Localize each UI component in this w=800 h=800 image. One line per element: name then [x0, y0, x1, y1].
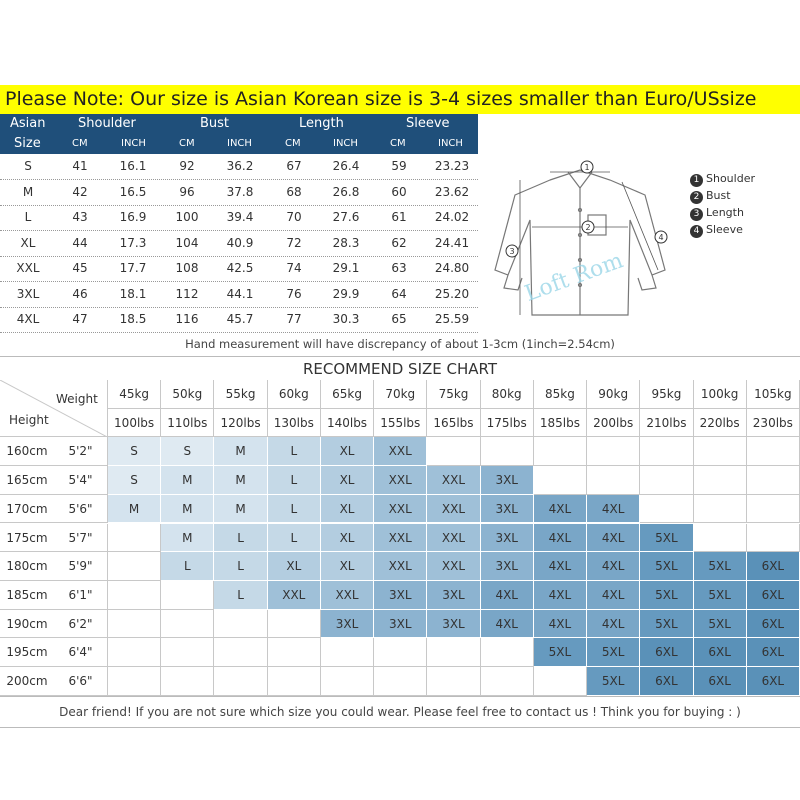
recommend-cell: S	[161, 437, 214, 466]
recommend-cell	[321, 667, 374, 696]
size-cell: 16.1	[119, 159, 147, 173]
size-cell: S	[24, 159, 32, 173]
size-row	[0, 282, 478, 307]
size-cell: 27.6	[332, 210, 360, 224]
height-ft-cell: 6'1"	[54, 581, 108, 610]
size-row	[0, 180, 478, 205]
recommend-cell	[587, 466, 640, 495]
recommend-cell	[587, 437, 640, 466]
recommend-cell: XL	[268, 552, 321, 581]
weight-label: Weight	[56, 392, 98, 406]
size-cell: 36.2	[226, 159, 254, 173]
recommend-cell: 6XL	[747, 581, 800, 610]
weight-lbs-header: 155lbs	[374, 409, 427, 438]
size-cell: 104	[175, 235, 199, 250]
corner-diagonal	[0, 380, 108, 437]
size-row	[0, 307, 478, 332]
height-cm-cell: 160cm	[0, 437, 54, 466]
length-cm-header: CM	[285, 138, 301, 149]
recommend-cell	[427, 437, 480, 466]
legend-label: Bust	[706, 189, 731, 202]
sleeve-header: Sleeve	[406, 116, 450, 131]
recommend-cell: 5XL	[587, 638, 640, 667]
size-cell: 3XL	[16, 286, 40, 301]
recommend-cell	[427, 667, 480, 696]
recommend-cell: 3XL	[321, 610, 374, 639]
weight-kg-header: 65kg	[321, 380, 374, 409]
recommend-cell: 4XL	[587, 552, 640, 581]
recommend-cell: 3XL	[481, 552, 534, 581]
weight-lbs-header: 100lbs	[108, 409, 161, 438]
recommend-cell: 3XL	[374, 610, 427, 639]
recommend-cell	[534, 667, 587, 696]
size-cell: L	[24, 210, 32, 224]
recommend-cell: XL	[321, 466, 374, 495]
legend-label: Shoulder	[706, 172, 755, 185]
recommend-cell: 4XL	[534, 552, 587, 581]
size-cell: 77	[286, 312, 302, 326]
size-cell: 42.5	[226, 261, 254, 275]
height-ft-cell: 5'2"	[54, 437, 108, 466]
recommend-cell: 5XL	[640, 524, 693, 553]
recommend-cell: 5XL	[694, 581, 747, 610]
size-cell: 108	[175, 261, 199, 275]
recommend-cell: XXL	[374, 495, 427, 524]
recommend-cell: 6XL	[747, 610, 800, 639]
recommend-cell	[321, 638, 374, 667]
size-cell: 24.80	[434, 261, 470, 275]
recommend-cell: XL	[321, 552, 374, 581]
recommend-cell: 5XL	[587, 667, 640, 696]
size-cell: 59	[391, 159, 407, 173]
recommend-cell	[374, 638, 427, 667]
size-note-banner: Please Note: Our size is Asian Korean size is 3-4 sizes smaller than Euro/USsize	[0, 85, 800, 114]
height-cm-cell: 165cm	[0, 466, 54, 495]
size-cell: XXL	[16, 261, 40, 275]
shoulder-header: Shoulder	[78, 116, 136, 131]
footer-message: Dear friend! If you are not sure which size you could wear. Please feel free to contact us ! Think you for buying : )	[0, 696, 800, 728]
size-cell: 41	[72, 159, 88, 173]
recommend-cell: 4XL	[534, 610, 587, 639]
recommend-cell	[694, 437, 747, 466]
size-cell: 68	[286, 184, 302, 199]
size-cell: XL	[20, 235, 36, 250]
size-cell: 67	[286, 159, 302, 173]
shoulder-cm-header: CM	[72, 138, 88, 149]
recommend-cell: M	[161, 524, 214, 553]
recommend-cell: M	[161, 466, 214, 495]
size-cell: 18.1	[119, 286, 147, 301]
recommend-cell: 5XL	[640, 610, 693, 639]
recommend-cell	[747, 437, 800, 466]
recommend-cell: 6XL	[694, 667, 747, 696]
recommend-cell: S	[108, 437, 161, 466]
recommend-cell: XXL	[374, 524, 427, 553]
weight-kg-header: 100kg	[694, 380, 747, 409]
recommend-cell	[108, 581, 161, 610]
size-cell: 40.9	[226, 235, 254, 250]
recommend-cell: M	[214, 495, 267, 524]
recommend-cell: M	[161, 495, 214, 524]
weight-kg-header: 105kg	[747, 380, 800, 409]
size-cell: 65	[391, 312, 407, 326]
size-cell: 17.3	[119, 235, 147, 250]
recommend-cell	[481, 638, 534, 667]
size-cell: 60	[391, 184, 407, 199]
size-cell: 61	[391, 210, 407, 224]
size-cell: 4XL	[16, 312, 40, 326]
recommend-cell	[214, 610, 267, 639]
recommend-cell	[108, 552, 161, 581]
recommend-cell: 3XL	[374, 581, 427, 610]
weight-lbs-header: 200lbs	[587, 409, 640, 438]
recommend-cell: 5XL	[640, 552, 693, 581]
recommend-cell: XXL	[427, 466, 480, 495]
recommend-cell: 4XL	[534, 495, 587, 524]
weight-lbs-header: 140lbs	[321, 409, 374, 438]
recommend-cell	[747, 466, 800, 495]
recommend-cell: XXL	[268, 581, 321, 610]
recommend-cell	[268, 638, 321, 667]
recommend-cell: 3XL	[481, 495, 534, 524]
measure-legend	[690, 170, 755, 238]
size-cell: 23.62	[434, 184, 470, 199]
size-label: Size	[14, 136, 41, 151]
recommend-cell: XXL	[427, 524, 480, 553]
size-cell: 45	[72, 261, 88, 275]
weight-lbs-header: 130lbs	[268, 409, 321, 438]
weight-kg-header: 70kg	[374, 380, 427, 409]
size-cell: 30.3	[332, 312, 360, 326]
legend-number: 3	[690, 208, 703, 221]
size-cell: 29.9	[332, 286, 360, 301]
recommend-cell	[161, 667, 214, 696]
recommend-cell: XXL	[374, 466, 427, 495]
bust-cm-header: CM	[179, 138, 195, 149]
size-cell: 24.41	[434, 235, 470, 250]
recommend-cell	[481, 667, 534, 696]
size-row	[0, 154, 478, 179]
recommend-cell	[161, 638, 214, 667]
legend-bust	[690, 187, 755, 204]
legend-label: Sleeve	[706, 223, 743, 236]
recommend-cell	[747, 524, 800, 553]
size-cell: 16.5	[119, 184, 147, 199]
recommend-cell: XXL	[427, 552, 480, 581]
recommend-cell: 4XL	[481, 581, 534, 610]
size-row	[0, 231, 478, 256]
size-cell: 62	[391, 235, 407, 250]
size-cell: 24.02	[434, 210, 470, 224]
height-ft-cell: 6'4"	[54, 638, 108, 667]
weight-lbs-header: 110lbs	[161, 409, 214, 438]
size-cell: 70	[286, 210, 302, 224]
recommend-cell: S	[108, 466, 161, 495]
size-cell: 39.4	[226, 210, 254, 224]
weight-lbs-header: 165lbs	[427, 409, 480, 438]
recommend-cell	[640, 437, 693, 466]
weight-kg-header: 90kg	[587, 380, 640, 409]
size-cell: 42	[72, 184, 88, 199]
height-cm-cell: 200cm	[0, 667, 54, 696]
marker-2: 2	[585, 223, 591, 232]
bust-header: Bust	[200, 116, 230, 131]
height-ft-cell: 5'6"	[54, 495, 108, 524]
shirt-diagram	[480, 150, 800, 330]
recommend-cell: 4XL	[534, 581, 587, 610]
weight-lbs-header: 230lbs	[747, 409, 800, 438]
recommend-cell	[374, 667, 427, 696]
recommend-title: RECOMMEND SIZE CHART	[0, 356, 800, 381]
size-cell: 44.1	[226, 286, 254, 301]
length-inch-header: INCH	[333, 138, 358, 149]
recommend-cell	[214, 638, 267, 667]
size-cell: 29.1	[332, 261, 360, 275]
size-cell: 63	[391, 261, 407, 275]
recommend-size-grid	[0, 380, 800, 696]
recommend-cell	[268, 667, 321, 696]
recommend-cell	[108, 524, 161, 553]
size-cell: 92	[179, 159, 195, 173]
size-row	[0, 205, 478, 230]
weight-lbs-header: 210lbs	[640, 409, 693, 438]
size-cell: 45.7	[226, 312, 254, 326]
recommend-cell	[108, 638, 161, 667]
size-table-header	[0, 114, 478, 154]
weight-kg-header: 50kg	[161, 380, 214, 409]
size-cell: 76	[286, 286, 302, 301]
recommend-cell	[108, 667, 161, 696]
recommend-cell	[108, 610, 161, 639]
weight-kg-header: 55kg	[214, 380, 267, 409]
corner-cell	[0, 380, 108, 437]
size-row	[0, 256, 478, 281]
shirt-illustration	[480, 150, 680, 330]
recommend-cell: 6XL	[747, 667, 800, 696]
recommend-cell: 5XL	[694, 610, 747, 639]
weight-lbs-header: 185lbs	[534, 409, 587, 438]
size-cell: 112	[175, 286, 199, 301]
legend-shoulder	[690, 170, 755, 187]
legend-length	[690, 204, 755, 221]
marker-1: 1	[584, 163, 590, 172]
recommend-cell: 6XL	[640, 667, 693, 696]
recommend-cell: M	[214, 437, 267, 466]
recommend-cell	[640, 466, 693, 495]
recommend-cell	[747, 495, 800, 524]
weight-lbs-header: 120lbs	[214, 409, 267, 438]
recommend-cell: 5XL	[534, 638, 587, 667]
weight-kg-header: 60kg	[268, 380, 321, 409]
legend-number: 2	[690, 191, 703, 204]
bust-inch-header: INCH	[227, 138, 252, 149]
recommend-cell: XL	[321, 495, 374, 524]
recommend-cell: M	[108, 495, 161, 524]
size-cell: 23.23	[434, 159, 470, 173]
size-cell: 74	[286, 261, 302, 275]
asian-label: Asian	[10, 116, 46, 131]
measurement-note: Hand measurement will have discrepancy of about 1-3cm (1inch=2.54cm)	[185, 337, 615, 351]
height-ft-cell: 6'6"	[54, 667, 108, 696]
recommend-cell: 5XL	[640, 581, 693, 610]
size-cell: 72	[286, 235, 302, 250]
size-cell: 100	[175, 210, 199, 224]
recommend-cell: L	[161, 552, 214, 581]
recommend-cell	[534, 466, 587, 495]
recommend-cell	[694, 524, 747, 553]
recommend-cell: 4XL	[587, 610, 640, 639]
recommend-cell	[268, 610, 321, 639]
marker-4: 4	[658, 233, 664, 242]
size-cell: 28.3	[332, 235, 360, 250]
height-ft-cell: 5'7"	[54, 524, 108, 553]
size-cell: 25.59	[434, 312, 470, 326]
recommend-cell: XL	[321, 524, 374, 553]
recommend-cell: XL	[321, 437, 374, 466]
recommend-cell: XXL	[374, 437, 427, 466]
size-cell: 26.8	[332, 184, 360, 199]
size-cell: M	[22, 184, 34, 199]
weight-lbs-header: 175lbs	[481, 409, 534, 438]
recommend-cell: 4XL	[481, 610, 534, 639]
size-cell: 17.7	[119, 261, 147, 275]
weight-lbs-header: 220lbs	[694, 409, 747, 438]
recommend-cell	[214, 667, 267, 696]
size-cell: 16.9	[119, 210, 147, 224]
recommend-cell: 3XL	[427, 610, 480, 639]
height-cm-cell: 170cm	[0, 495, 54, 524]
size-cell: 25.20	[434, 286, 470, 301]
recommend-cell: L	[268, 466, 321, 495]
recommend-cell: XXL	[427, 495, 480, 524]
height-label: Height	[9, 413, 49, 427]
weight-kg-header: 80kg	[481, 380, 534, 409]
recommend-cell: M	[214, 466, 267, 495]
height-cm-cell: 190cm	[0, 610, 54, 639]
legend-sleeve	[690, 221, 755, 238]
recommend-cell	[161, 610, 214, 639]
recommend-cell	[427, 638, 480, 667]
recommend-cell	[481, 437, 534, 466]
size-cell: 64	[391, 286, 407, 301]
height-cm-cell: 195cm	[0, 638, 54, 667]
recommend-cell: 4XL	[587, 524, 640, 553]
recommend-cell: 6XL	[747, 552, 800, 581]
size-cell: 96	[179, 184, 195, 199]
height-ft-cell: 6'2"	[54, 610, 108, 639]
recommend-cell: 4XL	[587, 495, 640, 524]
recommend-cell: 3XL	[427, 581, 480, 610]
recommend-cell	[640, 495, 693, 524]
marker-3: 3	[509, 247, 515, 256]
length-header: Length	[299, 116, 344, 131]
recommend-cell: 4XL	[534, 524, 587, 553]
weight-kg-header: 95kg	[640, 380, 693, 409]
size-cell: 116	[175, 312, 199, 326]
legend-number: 4	[690, 225, 703, 238]
watermark-text: Loft Rom	[521, 248, 627, 307]
recommend-cell: XXL	[321, 581, 374, 610]
size-cell: 43	[72, 210, 88, 224]
height-cm-cell: 185cm	[0, 581, 54, 610]
recommend-cell	[534, 437, 587, 466]
recommend-cell: L	[214, 524, 267, 553]
legend-number: 1	[690, 174, 703, 187]
recommend-cell: XXL	[374, 552, 427, 581]
height-ft-cell: 5'9"	[54, 552, 108, 581]
size-cell: 26.4	[332, 159, 360, 173]
recommend-cell: L	[214, 581, 267, 610]
size-cell: 44	[72, 235, 88, 250]
shoulder-inch-header: INCH	[121, 138, 146, 149]
size-cell: 47	[72, 312, 88, 326]
sleeve-inch-header: INCH	[438, 138, 463, 149]
recommend-cell: L	[268, 524, 321, 553]
recommend-cell: 3XL	[481, 466, 534, 495]
recommend-cell: 6XL	[747, 638, 800, 667]
size-cell: 18.5	[119, 312, 147, 326]
size-cell: 37.8	[226, 184, 254, 199]
recommend-cell: L	[268, 437, 321, 466]
recommend-cell: 6XL	[694, 638, 747, 667]
recommend-cell	[161, 581, 214, 610]
recommend-cell: 5XL	[694, 552, 747, 581]
recommend-cell: 3XL	[481, 524, 534, 553]
weight-kg-header: 85kg	[534, 380, 587, 409]
legend-label: Length	[706, 206, 744, 219]
weight-kg-header: 75kg	[427, 380, 480, 409]
recommend-cell: L	[214, 552, 267, 581]
recommend-cell: 6XL	[640, 638, 693, 667]
size-cell: 46	[72, 286, 88, 301]
height-cm-cell: 180cm	[0, 552, 54, 581]
weight-kg-header: 45kg	[108, 380, 161, 409]
height-cm-cell: 175cm	[0, 524, 54, 553]
recommend-cell: L	[268, 495, 321, 524]
height-ft-cell: 5'4"	[54, 466, 108, 495]
recommend-cell	[694, 495, 747, 524]
recommend-cell: 4XL	[587, 581, 640, 610]
sleeve-cm-header: CM	[390, 138, 406, 149]
recommend-cell	[694, 466, 747, 495]
